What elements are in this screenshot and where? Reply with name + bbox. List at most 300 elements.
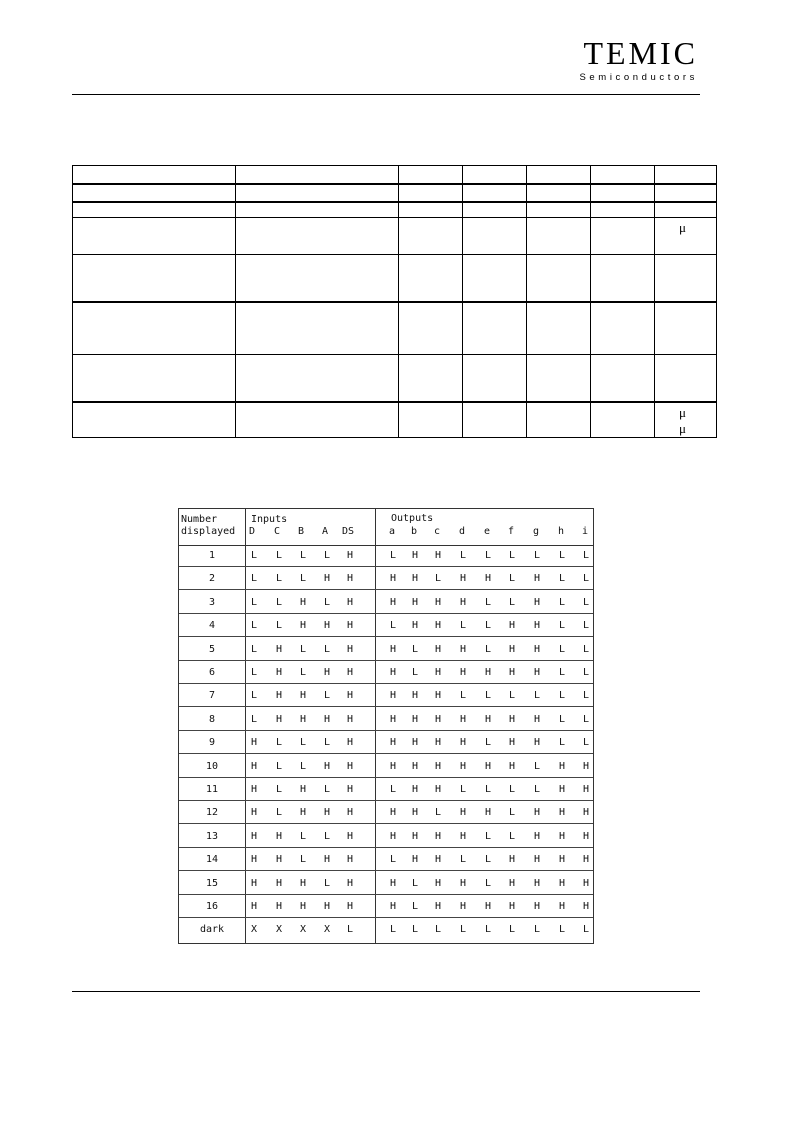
output-value: H bbox=[508, 854, 516, 866]
output-value: H bbox=[389, 690, 397, 702]
output-value: H bbox=[434, 760, 442, 772]
input-value: H bbox=[275, 877, 283, 889]
input-value: L bbox=[299, 737, 307, 749]
output-value: H bbox=[558, 901, 566, 912]
output-value: H bbox=[434, 901, 442, 912]
number-displayed: 9 bbox=[208, 737, 216, 749]
output-value: L bbox=[533, 760, 541, 772]
input-value: L bbox=[323, 877, 331, 889]
output-value: H bbox=[533, 713, 541, 725]
input-value: X bbox=[250, 924, 258, 936]
output-value: L bbox=[582, 690, 590, 702]
output-value: L bbox=[582, 737, 590, 749]
input-value: H bbox=[275, 901, 283, 912]
output-value: H bbox=[459, 830, 467, 842]
input-value: L bbox=[299, 643, 307, 655]
output-value: H bbox=[459, 596, 467, 608]
output-value: L bbox=[582, 667, 590, 678]
output-value: H bbox=[508, 667, 516, 678]
input-value: H bbox=[346, 784, 354, 795]
table-row bbox=[179, 684, 593, 707]
output-value: H bbox=[484, 807, 492, 819]
input-value: L bbox=[323, 784, 331, 795]
input-value: L bbox=[299, 854, 307, 866]
electrical-characteristics-table bbox=[72, 165, 717, 438]
output-value: L bbox=[582, 596, 590, 608]
output-value: H bbox=[459, 901, 467, 912]
output-header-f: f bbox=[508, 526, 515, 537]
output-value: H bbox=[582, 784, 590, 795]
output-value: H bbox=[533, 667, 541, 678]
input-value: L bbox=[275, 620, 283, 632]
output-value: L bbox=[459, 690, 467, 702]
number-displayed: 15 bbox=[205, 877, 219, 889]
input-value: H bbox=[346, 550, 354, 561]
table-row bbox=[179, 755, 593, 778]
output-value: H bbox=[582, 877, 590, 889]
output-value: L bbox=[411, 901, 419, 912]
output-value: H bbox=[459, 643, 467, 655]
output-value: H bbox=[508, 877, 516, 889]
input-value: L bbox=[323, 596, 331, 608]
input-value: H bbox=[346, 643, 354, 655]
input-value: H bbox=[275, 854, 283, 866]
output-value: H bbox=[411, 784, 419, 795]
output-value: H bbox=[411, 620, 419, 632]
input-value: L bbox=[323, 690, 331, 702]
output-value: H bbox=[434, 877, 442, 889]
truth-table bbox=[178, 508, 594, 944]
input-value: H bbox=[250, 784, 258, 795]
input-value: H bbox=[323, 620, 331, 632]
output-value: H bbox=[533, 877, 541, 889]
output-value: H bbox=[582, 760, 590, 772]
input-value: L bbox=[323, 643, 331, 655]
output-value: H bbox=[411, 760, 419, 772]
output-value: L bbox=[411, 924, 419, 936]
input-value: H bbox=[346, 807, 354, 819]
number-displayed: 3 bbox=[208, 596, 216, 608]
input-value: X bbox=[275, 924, 283, 936]
input-value: H bbox=[346, 737, 354, 749]
output-value: L bbox=[484, 596, 492, 608]
output-value: H bbox=[484, 901, 492, 912]
output-value: L bbox=[484, 784, 492, 795]
output-value: H bbox=[533, 854, 541, 866]
output-value: H bbox=[484, 573, 492, 585]
output-value: L bbox=[582, 550, 590, 561]
output-value: H bbox=[389, 643, 397, 655]
input-value: L bbox=[250, 643, 258, 655]
output-value: L bbox=[558, 924, 566, 936]
output-value: H bbox=[459, 667, 467, 678]
input-value: H bbox=[275, 667, 283, 678]
output-value: H bbox=[459, 877, 467, 889]
output-value: H bbox=[411, 596, 419, 608]
output-value: L bbox=[558, 620, 566, 632]
table-row bbox=[179, 918, 593, 941]
output-value: H bbox=[459, 760, 467, 772]
output-header-e: e bbox=[484, 526, 491, 537]
output-header-h: h bbox=[558, 526, 565, 537]
number-displayed: 6 bbox=[208, 667, 216, 678]
input-value: L bbox=[250, 550, 258, 561]
output-value: H bbox=[434, 737, 442, 749]
input-value: L bbox=[275, 760, 283, 772]
output-value: L bbox=[411, 667, 419, 678]
input-value: H bbox=[323, 760, 331, 772]
input-value: H bbox=[299, 807, 307, 819]
input-value: H bbox=[323, 573, 331, 585]
spec-row bbox=[73, 302, 717, 355]
input-value: H bbox=[299, 784, 307, 795]
input-value: L bbox=[250, 667, 258, 678]
output-value: H bbox=[558, 807, 566, 819]
number-displayed: 10 bbox=[205, 760, 219, 772]
input-value: L bbox=[250, 620, 258, 632]
output-value: L bbox=[508, 573, 516, 585]
input-value: H bbox=[250, 760, 258, 772]
table-row bbox=[179, 614, 593, 637]
output-value: H bbox=[508, 760, 516, 772]
output-value: L bbox=[558, 550, 566, 561]
output-value: L bbox=[558, 667, 566, 678]
output-header-i: i bbox=[582, 526, 589, 537]
table-row bbox=[179, 731, 593, 754]
number-displayed: 7 bbox=[208, 690, 216, 702]
output-value: L bbox=[434, 573, 442, 585]
spec-row bbox=[73, 202, 717, 218]
table-row bbox=[179, 848, 593, 871]
output-value: L bbox=[484, 620, 492, 632]
output-value: H bbox=[411, 573, 419, 585]
output-value: H bbox=[389, 667, 397, 678]
input-value: L bbox=[250, 573, 258, 585]
spec-header-row bbox=[73, 166, 717, 184]
output-value: L bbox=[533, 550, 541, 561]
output-value: H bbox=[434, 854, 442, 866]
output-value: L bbox=[582, 924, 590, 936]
output-value: H bbox=[582, 901, 590, 912]
input-value: H bbox=[346, 690, 354, 702]
output-value: H bbox=[582, 854, 590, 866]
input-value: H bbox=[346, 596, 354, 608]
output-header-b: b bbox=[411, 526, 418, 537]
input-value: H bbox=[299, 901, 307, 912]
truth-table-header bbox=[179, 509, 593, 546]
input-header-c: C bbox=[274, 526, 281, 537]
input-value: L bbox=[275, 573, 283, 585]
input-value: H bbox=[275, 830, 283, 842]
output-value: L bbox=[389, 550, 397, 561]
output-value: L bbox=[484, 924, 492, 936]
output-header-a: a bbox=[389, 526, 396, 537]
output-value: H bbox=[389, 830, 397, 842]
table-row bbox=[179, 895, 593, 918]
input-value: H bbox=[299, 596, 307, 608]
output-value: H bbox=[582, 807, 590, 819]
input-value: H bbox=[323, 807, 331, 819]
number-displayed: 12 bbox=[205, 807, 219, 819]
input-value: L bbox=[346, 924, 354, 936]
output-value: L bbox=[484, 737, 492, 749]
input-value: L bbox=[275, 807, 283, 819]
table-row bbox=[179, 778, 593, 801]
output-value: H bbox=[533, 643, 541, 655]
output-value: L bbox=[459, 550, 467, 561]
input-value: H bbox=[299, 620, 307, 632]
output-value: L bbox=[459, 924, 467, 936]
input-value: H bbox=[250, 901, 258, 912]
output-value: H bbox=[558, 854, 566, 866]
output-value: L bbox=[558, 713, 566, 725]
output-value: H bbox=[508, 643, 516, 655]
input-value: H bbox=[323, 901, 331, 912]
output-header-d: d bbox=[459, 526, 466, 537]
output-value: L bbox=[411, 643, 419, 655]
input-value: L bbox=[250, 713, 258, 725]
output-value: H bbox=[533, 901, 541, 912]
output-value: L bbox=[558, 643, 566, 655]
input-value: L bbox=[323, 737, 331, 749]
output-header-g: g bbox=[533, 526, 540, 537]
output-value: L bbox=[484, 877, 492, 889]
input-value: H bbox=[250, 807, 258, 819]
output-value: L bbox=[389, 784, 397, 795]
table-row bbox=[179, 801, 593, 824]
output-value: H bbox=[411, 807, 419, 819]
table-row bbox=[179, 661, 593, 684]
table-row bbox=[179, 708, 593, 731]
input-value: L bbox=[299, 760, 307, 772]
input-value: H bbox=[250, 877, 258, 889]
number-header-line2: displayed bbox=[181, 526, 236, 537]
number-displayed: 11 bbox=[205, 784, 219, 795]
output-value: L bbox=[582, 713, 590, 725]
output-value: H bbox=[434, 596, 442, 608]
table-row bbox=[179, 872, 593, 895]
output-value: L bbox=[558, 737, 566, 749]
output-value: L bbox=[434, 924, 442, 936]
input-value: H bbox=[299, 690, 307, 702]
input-value: H bbox=[346, 573, 354, 585]
input-value: L bbox=[299, 550, 307, 561]
header-rule bbox=[72, 94, 700, 95]
logo-tagline: Semiconductors bbox=[579, 72, 698, 83]
input-header-a: A bbox=[322, 526, 329, 537]
output-header-c: c bbox=[434, 526, 441, 537]
output-value: L bbox=[533, 924, 541, 936]
output-value: H bbox=[533, 830, 541, 842]
output-value: H bbox=[533, 573, 541, 585]
input-value: H bbox=[323, 854, 331, 866]
output-value: H bbox=[484, 760, 492, 772]
output-value: H bbox=[484, 667, 492, 678]
output-value: H bbox=[411, 550, 419, 561]
table-row bbox=[179, 567, 593, 590]
output-value: L bbox=[389, 620, 397, 632]
input-value: H bbox=[250, 737, 258, 749]
output-value: H bbox=[558, 760, 566, 772]
spec-row bbox=[73, 355, 717, 402]
table-row bbox=[179, 544, 593, 567]
number-displayed: 8 bbox=[208, 713, 216, 725]
input-value: H bbox=[346, 620, 354, 632]
output-value: H bbox=[389, 901, 397, 912]
input-value: H bbox=[346, 713, 354, 725]
output-value: L bbox=[508, 690, 516, 702]
output-value: H bbox=[508, 713, 516, 725]
number-header-line1: Number bbox=[181, 514, 218, 525]
output-value: H bbox=[411, 737, 419, 749]
input-value: L bbox=[323, 550, 331, 561]
output-value: H bbox=[508, 620, 516, 632]
input-value: L bbox=[299, 667, 307, 678]
unit-mu: μ bbox=[679, 220, 686, 235]
output-value: L bbox=[508, 830, 516, 842]
output-value: L bbox=[459, 620, 467, 632]
output-value: L bbox=[508, 550, 516, 561]
input-header-ds: DS bbox=[342, 526, 355, 537]
input-value: H bbox=[299, 713, 307, 725]
spec-row bbox=[73, 218, 717, 255]
output-value: H bbox=[533, 596, 541, 608]
output-value: L bbox=[508, 924, 516, 936]
output-value: H bbox=[459, 573, 467, 585]
output-value: H bbox=[459, 737, 467, 749]
number-displayed: 16 bbox=[205, 901, 219, 912]
number-displayed: 4 bbox=[208, 620, 216, 632]
output-value: L bbox=[582, 573, 590, 585]
number-displayed: 14 bbox=[205, 854, 219, 866]
output-value: L bbox=[434, 807, 442, 819]
output-value: H bbox=[459, 713, 467, 725]
output-value: H bbox=[484, 713, 492, 725]
output-value: H bbox=[582, 830, 590, 842]
unit-mu: μ bbox=[679, 420, 686, 436]
unit-mu: μ bbox=[679, 404, 686, 420]
output-value: H bbox=[411, 830, 419, 842]
output-value: L bbox=[459, 854, 467, 866]
input-value: X bbox=[299, 924, 307, 936]
input-value: L bbox=[250, 596, 258, 608]
input-value: H bbox=[323, 713, 331, 725]
output-value: L bbox=[389, 854, 397, 866]
input-value: H bbox=[346, 830, 354, 842]
input-value: H bbox=[250, 854, 258, 866]
output-value: L bbox=[484, 854, 492, 866]
number-displayed: 5 bbox=[208, 643, 216, 655]
input-value: H bbox=[346, 877, 354, 889]
output-value: H bbox=[558, 784, 566, 795]
output-value: L bbox=[508, 596, 516, 608]
input-value: L bbox=[299, 573, 307, 585]
input-value: H bbox=[275, 643, 283, 655]
output-value: L bbox=[484, 550, 492, 561]
output-value: H bbox=[434, 643, 442, 655]
output-value: L bbox=[508, 807, 516, 819]
output-value: H bbox=[389, 713, 397, 725]
input-value: H bbox=[250, 830, 258, 842]
output-value: H bbox=[411, 690, 419, 702]
output-value: L bbox=[508, 784, 516, 795]
number-displayed: 1 bbox=[208, 550, 216, 561]
inputs-header: Inputs bbox=[251, 514, 288, 525]
output-value: H bbox=[508, 901, 516, 912]
output-value: H bbox=[389, 807, 397, 819]
number-displayed: 13 bbox=[205, 830, 219, 842]
output-value: H bbox=[389, 596, 397, 608]
output-value: L bbox=[582, 620, 590, 632]
output-value: H bbox=[558, 877, 566, 889]
output-value: L bbox=[459, 784, 467, 795]
logo-wordmark: TEMIC bbox=[583, 35, 698, 71]
output-value: L bbox=[484, 830, 492, 842]
output-value: H bbox=[389, 877, 397, 889]
spec-row bbox=[73, 255, 717, 302]
number-displayed: 2 bbox=[208, 573, 216, 585]
output-value: H bbox=[434, 784, 442, 795]
outputs-header: Outputs bbox=[391, 513, 434, 524]
table-row bbox=[179, 591, 593, 614]
spec-row bbox=[73, 184, 717, 202]
input-value: L bbox=[275, 596, 283, 608]
output-value: H bbox=[389, 737, 397, 749]
output-value: H bbox=[459, 807, 467, 819]
input-value: H bbox=[346, 854, 354, 866]
output-value: L bbox=[389, 924, 397, 936]
output-value: H bbox=[434, 713, 442, 725]
output-value: H bbox=[508, 737, 516, 749]
output-value: L bbox=[533, 690, 541, 702]
input-value: H bbox=[275, 713, 283, 725]
spec-row bbox=[73, 402, 717, 438]
number-displayed: dark bbox=[199, 924, 225, 936]
input-value: X bbox=[323, 924, 331, 936]
input-value: H bbox=[346, 901, 354, 912]
input-value: L bbox=[323, 830, 331, 842]
output-value: L bbox=[411, 877, 419, 889]
output-value: H bbox=[411, 854, 419, 866]
output-value: H bbox=[434, 620, 442, 632]
input-value: L bbox=[250, 690, 258, 702]
output-value: L bbox=[558, 573, 566, 585]
output-value: L bbox=[484, 690, 492, 702]
footer-rule bbox=[72, 991, 700, 992]
output-value: H bbox=[533, 807, 541, 819]
output-value: L bbox=[558, 690, 566, 702]
input-value: H bbox=[346, 667, 354, 678]
input-value: L bbox=[275, 550, 283, 561]
input-value: L bbox=[275, 737, 283, 749]
input-header-d: D bbox=[249, 526, 256, 537]
output-value: L bbox=[533, 784, 541, 795]
output-value: H bbox=[533, 737, 541, 749]
input-value: H bbox=[299, 877, 307, 889]
output-value: H bbox=[434, 667, 442, 678]
input-value: H bbox=[275, 690, 283, 702]
output-value: L bbox=[484, 643, 492, 655]
output-value: H bbox=[389, 573, 397, 585]
input-header-b: B bbox=[298, 526, 305, 537]
input-value: H bbox=[323, 667, 331, 678]
output-value: L bbox=[558, 596, 566, 608]
table-row bbox=[179, 638, 593, 661]
output-value: L bbox=[582, 643, 590, 655]
output-value: H bbox=[434, 550, 442, 561]
input-value: L bbox=[299, 830, 307, 842]
table-row bbox=[179, 825, 593, 848]
